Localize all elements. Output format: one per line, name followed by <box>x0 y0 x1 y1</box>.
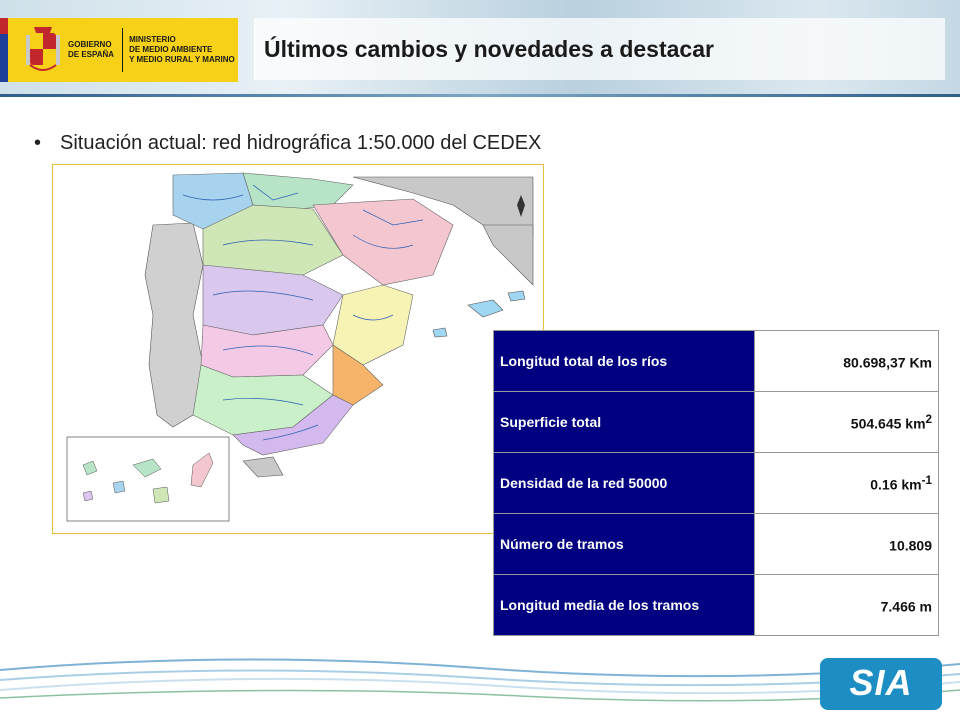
bullet-item <box>34 132 541 155</box>
logo-separator <box>122 28 123 72</box>
stat-label: Superficie total <box>494 392 755 453</box>
table-row <box>494 331 939 392</box>
stat-label: Longitud media de los tramos <box>494 575 755 636</box>
sia-logo: SIA <box>820 658 942 710</box>
stat-value: 10.809 <box>755 514 939 575</box>
government-name: GOBIERNO DE ESPAÑA <box>68 40 115 59</box>
stat-label: Longitud total de los ríos <box>494 331 755 392</box>
table-row <box>494 575 939 636</box>
river-stats-table <box>493 330 939 636</box>
ministry-name: MINISTERIO DE MEDIO AMBIENTE Y MEDIO RURAL Y MARINO <box>129 35 235 64</box>
stat-value: 80.698,37 Km <box>755 331 939 392</box>
river-network-map <box>52 164 544 534</box>
table-row <box>494 392 939 453</box>
table-row <box>494 453 939 514</box>
header-divider <box>0 94 960 97</box>
iberia-map-image <box>53 165 543 533</box>
page-title: Últimos cambios y novedades a destacar <box>264 36 714 62</box>
eu-flag-strip <box>0 18 8 82</box>
footer-waves <box>0 640 960 720</box>
stat-label: Densidad de la red 50000 <box>494 453 755 514</box>
coat-of-arms-icon <box>24 23 62 77</box>
stat-value: 7.466 m <box>755 575 939 636</box>
government-logo <box>8 18 238 82</box>
bullet-icon: • <box>34 132 42 154</box>
stat-value: 0.16 $km^{-1}$ <box>755 453 939 514</box>
stat-value: 504.645 $km^2$ <box>755 392 939 453</box>
table-row <box>494 514 939 575</box>
bullet-text: Situación actual: red hidrográfica 1:50.000 del CEDEX <box>60 132 542 154</box>
stat-label: Número de tramos <box>494 514 755 575</box>
